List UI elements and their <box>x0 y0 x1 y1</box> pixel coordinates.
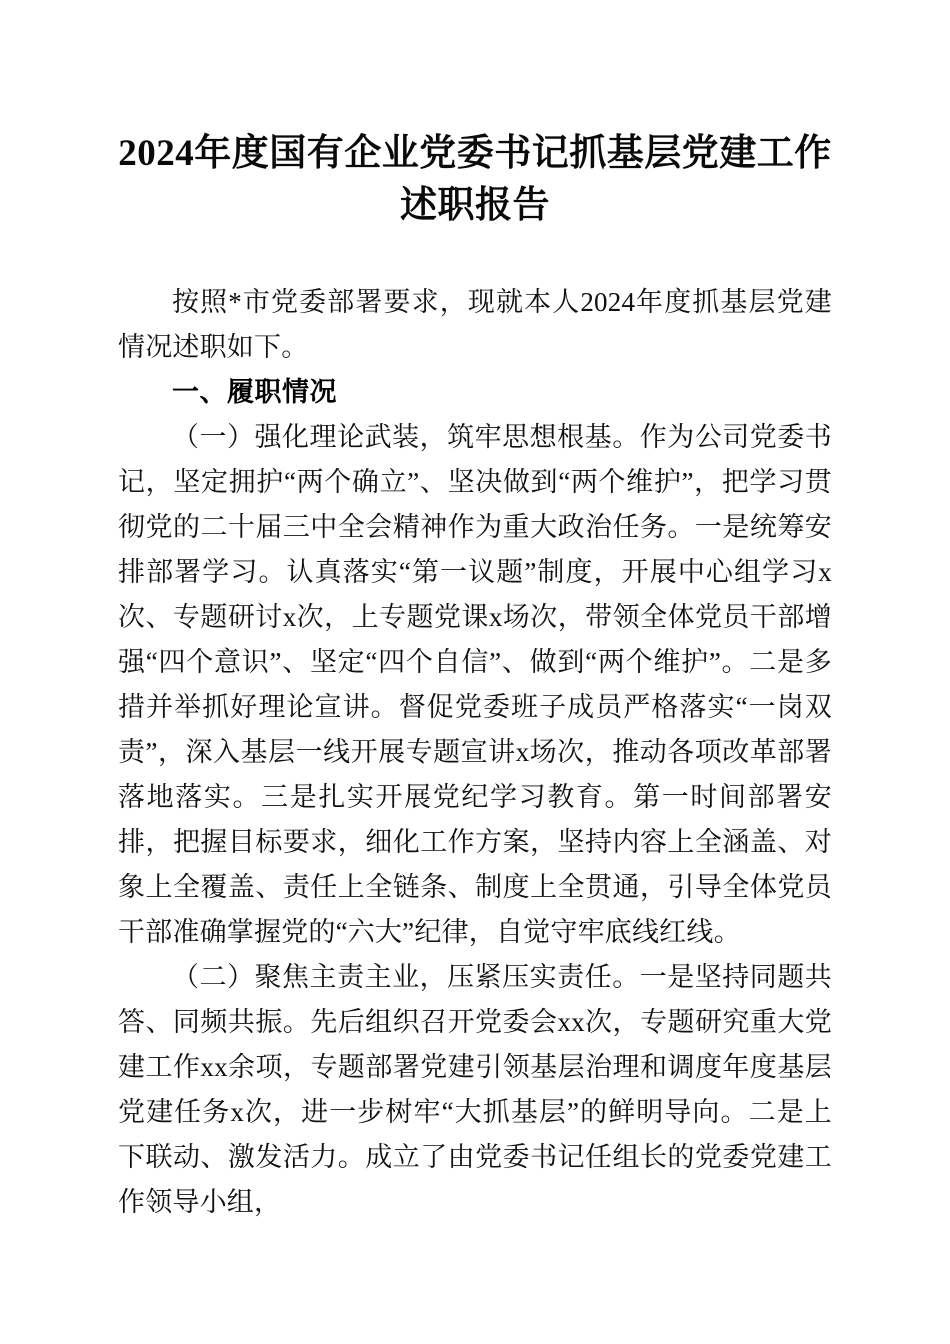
title-spacer <box>118 232 832 280</box>
preamble-paragraph: 按照*市党委部署要求，现就本人2024年度抓基层党建情况述职如下。 <box>118 287 832 362</box>
document-title: 2024年度国有企业党委书记抓基层党建工作述职报告 <box>118 133 832 226</box>
page-content-column <box>118 0 832 1225</box>
section-heading-1: 一、履职情况 <box>172 377 337 407</box>
section-1-paragraph-1: （一）强化理论武装，筑牢思想根基。作为公司党委书记，坚定拥护“两个确立”、坚决做到“两个维护”，把学习贯彻党的二十届三中全会精神作为重大政治任务。一是统筹安排部署学习。认真落实“第一议题”制度，开展中心组学习x次、专题研讨x次，上专题党课x场次，带领全体党员干部增强“四个意识”、坚定“四个自信”、做到“两个维护”。二是多措并举抓好理论宣讲。督促党委班子成员严格落实“一岗双责”，深入基层一线开展专题宣讲x场次，推动各项改革部署落地落实。三是扎实开展党纪学习教育。第一时间部署安排，把握目标要求，细化工作方案，坚持内容上全涵盖、对象上全覆盖、责任上全链条、制度上全贯通，引导全体党员干部准确掌握党的“六大”纪律，自觉守牢底线红线。 <box>118 422 832 947</box>
section-1-paragraph-2: （二）聚焦主责主业，压紧压实责任。一是坚持同题共答、同频共振。先后组织召开党委会xx次，专题研究重大党建工作xx余项，专题部署党建引领基层治理和调度年度基层党建任务x次，进一步树牢“大抓基层”的鲜明导向。二是上下联动、激发活力。成立了由党委书记任组长的党委党建工作领导小组， <box>118 962 832 1217</box>
